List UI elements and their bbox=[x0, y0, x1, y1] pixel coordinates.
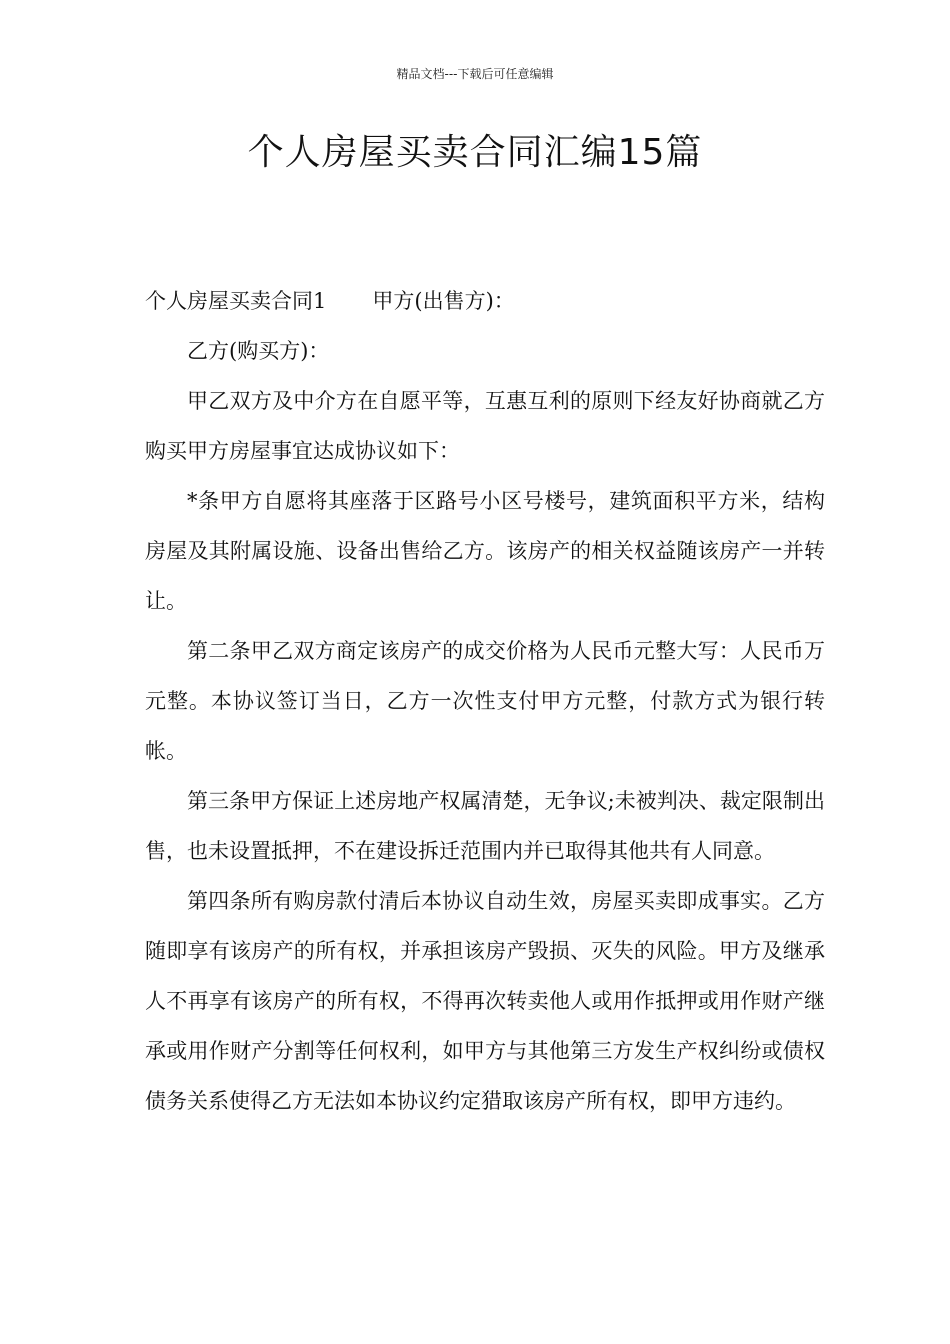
section-heading-line bbox=[145, 276, 825, 326]
header-note: 精品文档---下载后可任意编辑 bbox=[396, 67, 554, 81]
paragraph-article-2: 第二条甲乙双方商定该房产的成交价格为人民币元整大写：人民币万元整。本协议签订当日，乙方一次性支付甲方元整，付款方式为银行转帐。 bbox=[145, 639, 825, 763]
document-title: 个人房屋买卖合同汇编15篇 bbox=[247, 132, 703, 173]
paragraph-article-4: 第四条所有购房款付清后本协议自动生效，房屋买卖即成事实。乙方随即享有该房产的所有权，并承担该房产毁损、灭失的风险。甲方及继承人不再享有该房产的所有权，不得再次转卖他人或用作抵押或用作财产继承或用作财产分割等任何权利，如甲方与其他第三方发生产权纠纷或债权债务关系使得乙方无法如本协议约定猎取该房产所有权，即甲方违约。 bbox=[145, 889, 825, 1113]
paragraph-article-3: 第三条甲方保证上述房地产权属清楚，无争议;未被判决、裁定限制出售，也未设置抵押，不在建设拆迁范围内并已取得其他共有人同意。 bbox=[145, 789, 825, 863]
paragraph-article-1: *条甲方自愿将其座落于区路号小区号楼号，建筑面积平方米，结构房屋及其附属设施、设备出售给乙方。该房产的相关权益随该房产一并转让。 bbox=[145, 489, 825, 613]
paragraph-preamble: 甲乙双方及中介方在自愿平等，互惠互利的原则下经友好协商就乙方购买甲方房屋事宜达成协议如下： bbox=[145, 389, 825, 463]
party-a-label: 甲方(出售方)： bbox=[372, 289, 515, 313]
document-body bbox=[145, 276, 825, 1126]
party-b-label: 乙方(购买方)： bbox=[187, 339, 330, 363]
section-heading: 个人房屋买卖合同1 bbox=[145, 289, 327, 313]
